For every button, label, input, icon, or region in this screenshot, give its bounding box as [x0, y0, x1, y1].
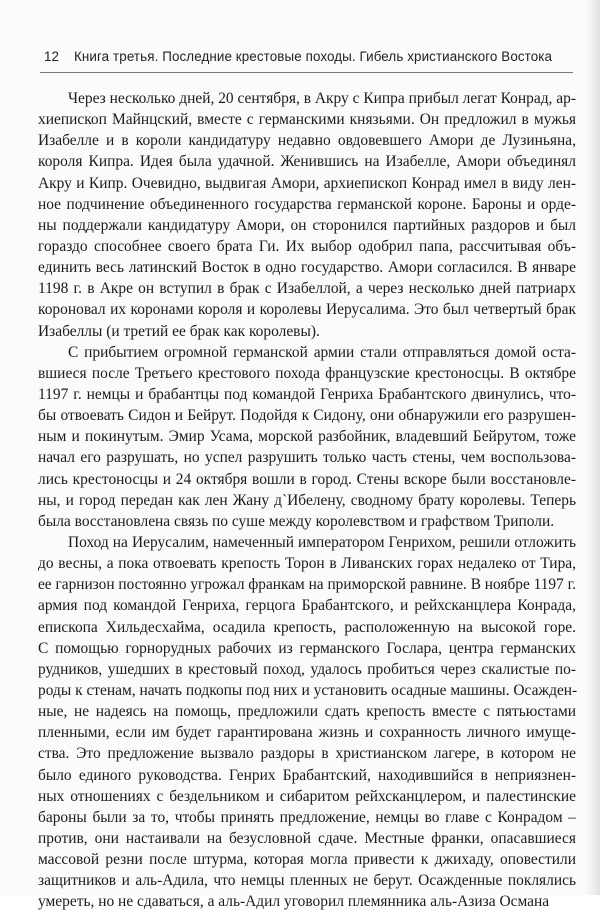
page-edge-shadow [586, 0, 600, 895]
text-line: бароны были за то, чтобы принять предложение, немцы во главе с Конрадом – [38, 808, 576, 826]
text-line: лись крестоносцы и 24 октября вошли в город. Стены вскоре были восстановле- [38, 470, 576, 488]
text-line: ным и покинутым. Эмир Усама, морской разбойник, владевший Бейрутом, тоже [38, 428, 576, 446]
text-line: 1198 г. в Акре он вступил в брак с Изабеллой, а через несколько дней патриарх [38, 280, 576, 298]
running-title: Книга третья. Последние крестовые походы. Гибель христианского Востока [74, 49, 553, 64]
text-line: бы отвоевать Сидон и Бейрут. Подойдя к Сидону, они обнаружили его разрушен- [38, 407, 576, 425]
text-line: ные, не надеясь на помощь, предложили сдать крепость вместе с пятьюстами [38, 703, 576, 721]
text-line: против, они настаивали на безусловной сдаче. Местные франки, опасавшиеся [38, 829, 576, 847]
text-line: гораздо способнее своего брата Ги. Их выбор одобрил папа, рассчитывая объ- [38, 237, 576, 255]
text-line: ны, и город передан как лен Жану д`Ибелену, сводному брату королевы. Теперь [38, 491, 576, 509]
text-line: армия под командой Генриха, герцога Брабантского, и рейхсканцлера Конрада, [38, 597, 576, 615]
text-line: 1197 г. немцы и брабантцы под командой Генриха Брабантского двинулись, что- [38, 385, 576, 403]
text-line: было единого руководства. Генрих Брабантский, находившийся в неприязнен- [38, 766, 576, 784]
text-line: умереть, но не сдаваться, а аль-Адил уговорил племянника аль-Азиза Османа [38, 893, 550, 911]
text-line: роды к стенам, начать подкопы под них и установить осадные машины. Осажден- [38, 681, 578, 699]
page-number: 12 [44, 49, 60, 64]
text-line: до весны, а пока отвоевать крепость Торон в Ливанских горах недалеко от Тира, [38, 555, 576, 573]
paragraph [38, 342, 576, 532]
text-line: была восстановлена связь по суше между королевством и графством Триполи. [38, 512, 555, 530]
text-line: пленными, если им будет гарантирована жизнь и сохранность личного имуще- [38, 724, 576, 742]
text-line: ное подчинение объединенного государства германской короне. Бароны и орде- [38, 195, 576, 213]
text-line: хиепископ Майнцский, вместе с германскими князьями. Он предложил в мужья [38, 111, 576, 129]
text-line: рудников, ушедших в крестовый поход, удалось пробиться через скалистые по- [38, 660, 576, 678]
text-line: ее гарнизон постоянно угрожал франкам на приморской равнине. В ноябре 1197 г. [38, 576, 576, 594]
header-rule [40, 72, 573, 73]
text-line: Через несколько дней, 20 сентября, в Акру с Кипра прибыл легат Конрад, ар- [68, 90, 576, 107]
running-header [44, 49, 564, 64]
paragraph [38, 532, 576, 913]
text-line: ных отношениях с бездельником и сибаритом рейхсканцлером, и палестинские [38, 787, 576, 805]
text-line: ства. Это предложение вызвало раздоры в христианском лагере, в котором не [38, 745, 576, 763]
text-line: С прибытием огромной германской армии стали отправляться домой оста- [68, 343, 576, 361]
text-line: Поход на Иерусалим, намеченный императором Генрихом, решили отложить [68, 533, 576, 551]
text-line: массовой резни после штурма, которая могла привести к джихаду, оповестили [38, 851, 576, 869]
body-text [38, 88, 576, 912]
text-line: короновал их коронами короля и королевы Иерусалима. Это был четвертый брак [38, 301, 576, 319]
text-line: Акру и Кипр. Очевидно, выдвигая Амори, архиепископ Конрад имел в виду лен- [38, 174, 576, 192]
text-line: Изабелле и в короли кандидатуру недавно овдовевшего Амори де Лузиньяна, [38, 132, 576, 150]
text-line: Изабеллы (и третий ее брак как королевы). [38, 322, 320, 340]
text-line: короля Кипра. Идея была удачной. Женившись на Изабелле, Амори объединял [38, 153, 576, 171]
text-line: епископа Хильдесхайма, осадила крепость, расположенную на высокой горе. [38, 618, 576, 636]
text-line: защитников и аль-Адила, что немцы пленных не берут. Осажденные поклялись [38, 872, 576, 890]
text-line: вшиеся после Третьего крестового похода французские крестоносцы. В октябре [38, 364, 576, 382]
text-line: ны поддержали кандидатуру Амори, он сторонился партийных раздоров и был [38, 216, 576, 234]
text-line: единить весь латинский Восток в одно государство. Амори согласился. В январе [38, 259, 576, 277]
text-line: начал его разрушать, но успел разрушить только часть стены, чем воспользова- [38, 449, 576, 467]
paragraph [38, 88, 576, 342]
text-line: С помощью горнорудных рабочих из германского Гослара, центра германских [38, 639, 576, 657]
